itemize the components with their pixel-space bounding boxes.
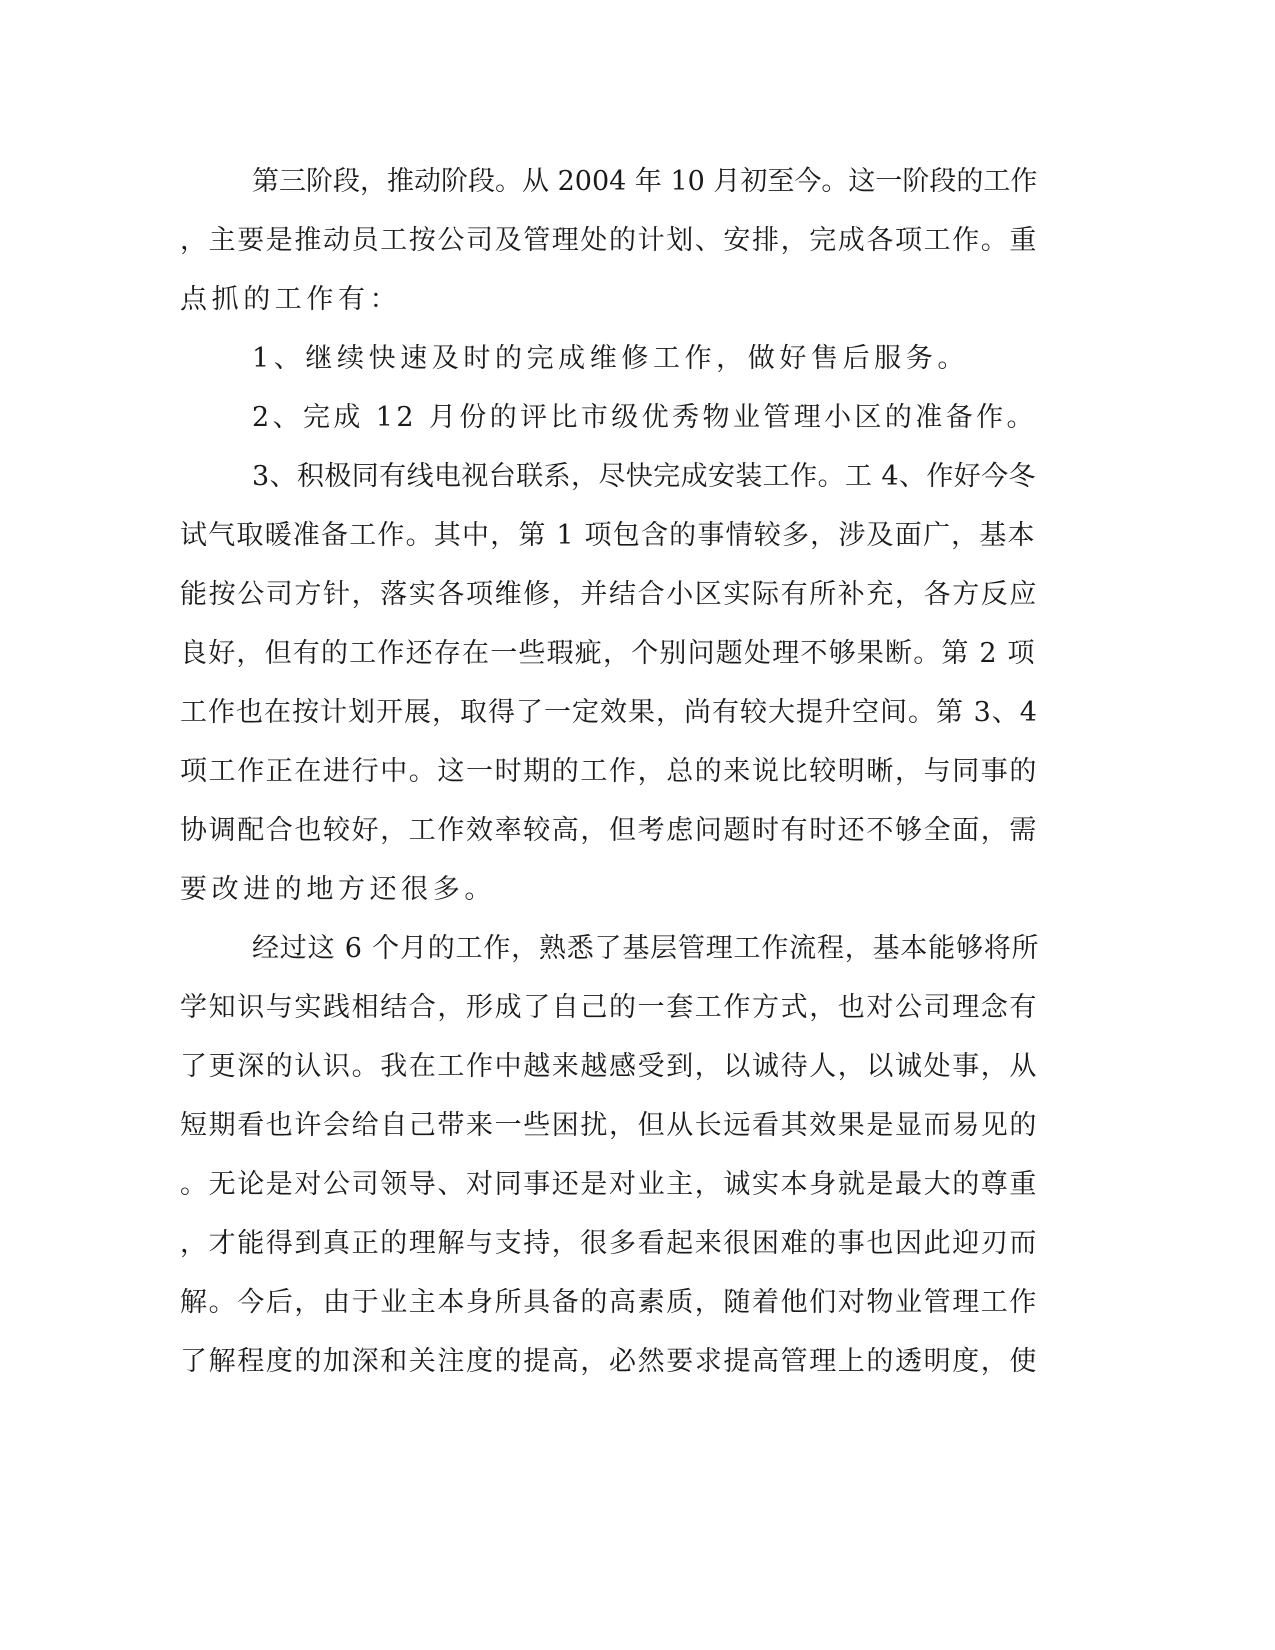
text-line: 试气取暖准备工作。其中，第 1 项包含的事情较多，涉及面广，基本 <box>180 520 1036 551</box>
text-line: 学知识与实践相结合，形成了自己的一套工作方式，也对公司理念有 <box>180 992 1038 1023</box>
text-line: 良好，但有的工作还存在一些瑕疵，个别问题处理不够果断。第 2 项 <box>180 638 1036 669</box>
text-line: 点抓的工作有： <box>180 284 402 315</box>
text-line: 第三阶段，推动阶段。从 2004 年 10 月初至今。这一阶段的工作 <box>252 166 1038 197</box>
text-line: 工作也在按计划开展，取得了一定效果，尚有较大提升空间。第 3、4 <box>180 697 1038 728</box>
text-line: 2、完成 12 月份的评比市级优秀物业管理小区的准备作。 <box>252 402 1037 433</box>
text-line: 3、积极同有线电视台联系，尽快完成安装工作。工 4、作好今冬 <box>252 461 1036 492</box>
text-line: 了解程度的加深和关注度的提高，必然要求提高管理上的透明度，使 <box>180 1346 1038 1377</box>
text-line: ，主要是推动员工按公司及管理处的计划、安排，完成各项工作。重 <box>180 225 1038 256</box>
text-line: 项工作正在进行中。这一时期的工作，总的来说比较明晰，与同事的 <box>180 756 1038 787</box>
text-line: 协调配合也较好，工作效率较高，但考虑问题时有时还不够全面，需 <box>180 815 1038 846</box>
text-line: 解。今后，由于业主本身所具备的高素质，随着他们对物业管理工作 <box>180 1287 1038 1318</box>
text-line: 。无论是对公司领导、对同事还是对业主，诚实本身就是最大的尊重 <box>180 1169 1038 1200</box>
text-line: 要改进的地方还很多。 <box>180 874 496 905</box>
text-line: 1、继续快速及时的完成维修工作，做好售后服务。 <box>252 343 969 374</box>
text-line: ，才能得到真正的理解与支持，很多看起来很困难的事也因此迎刃而 <box>180 1228 1038 1259</box>
text-line: 短期看也许会给自己带来一些困扰，但从长远看其效果是显而易见的 <box>180 1110 1038 1141</box>
text-line: 经过这 6 个月的工作，熟悉了基层管理工作流程，基本能够将所 <box>252 933 1040 964</box>
text-line: 了更深的认识。我在工作中越来越感受到，以诚待人，以诚处事，从 <box>180 1051 1038 1082</box>
text-line: 能按公司方针，落实各项维修，并结合小区实际有所补充，各方反应 <box>180 579 1038 610</box>
